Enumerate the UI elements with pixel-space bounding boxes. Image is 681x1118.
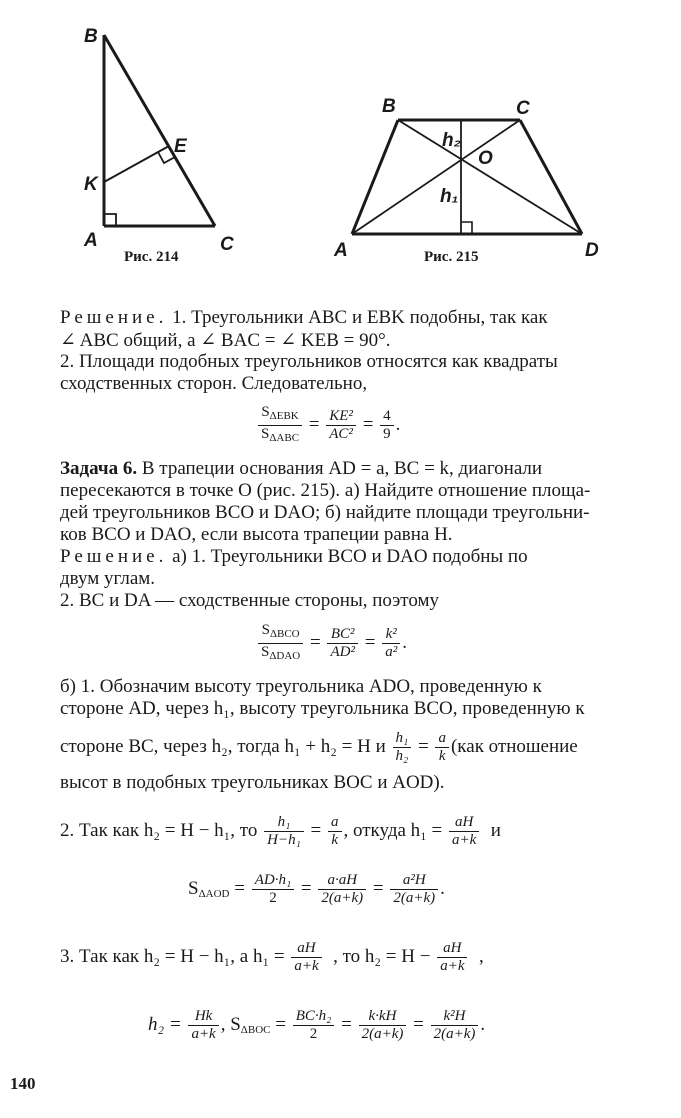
part-b-line-3: стороне BC, через h₂, тогда h₁ + h₂ = H и $\frac{\text{h₁}}{\text{h₂}}$ = $\frac{a}{k}$ (как отношение [60,730,578,764]
solution-text-1: 1. Треугольники ABC и EBK подобны, так как [172,307,548,328]
segment-ke [104,146,169,182]
label-b: B [84,26,98,47]
triangle-abc-diagram [70,20,250,270]
fraction-ah-a-plus-k-4: $\frac{aH}{a+k}$ [437,940,467,975]
solution-line-1 [60,307,548,329]
fraction-ah-a-plus-k-3: $\frac{aH}{a+k}$ [291,940,321,975]
task6-line-1: Задача 6. В трапеции основания AD = a, BC = k, диагонали [60,458,543,479]
label-c: C [516,98,530,119]
step-2-line: 2. Так как h₂ = H − h₁, то $\frac{\text{h₁}}{\text{H−h₁}}$ = $\frac{a}{k}$ , откуда h₁ = $\frac{aH}{a+k}$ и [60,814,501,848]
caption-fig-214: Рис. 214 [124,249,179,265]
formula-bco-dao: $\frac{S_{\Delta BCO}}{S_{\Delta DAO}}$ = $\frac{\text{BC²}}{\text{AD²}}$ = $\frac{\text{k²}}{\text{a²}}$ . [256,622,407,665]
task6-solution-line-3: 2. BC и DA — сходственные стороны, поэтому [60,590,439,611]
trapezoid-abcd-diagram [330,90,610,265]
task6-line-4: ков BCO и DAO, если высота трапеции равна H. [60,524,453,545]
label-k: K [84,174,98,195]
fraction-ke-ac: $\frac{\text{KE²}}{\text{AC²}}$ [326,408,356,443]
fraction-h1-h-minus-h1: $\frac{\text{h₁}}{\text{H−h₁}}$ [264,814,304,849]
fraction-a-k-2: $\frac{a}{k}$ [328,814,342,849]
fraction-bc-ad: $\frac{\text{BC²}}{\text{AD²}}$ [327,626,358,661]
side-ab [352,120,398,234]
label-a: A [334,240,348,261]
label-c: C [220,234,234,255]
diagonal-ac [352,120,520,234]
formula-s-aod: $S_{\Delta AOD}$ = $\frac{\text{AD·h₁}}{2}$ = $\frac{a\cdot aH}{2(a+k)}$ = $\frac{\text{a²H}}{2(a+k)}$ . [188,872,445,906]
right-angle-h [461,222,472,234]
figure-215 [330,90,610,265]
diagonal-bd [398,120,582,234]
side-bc [104,35,215,226]
fraction-bc-h2: $\frac{\text{BC·h₂}}{2}$ [293,1008,335,1043]
label-b: B [382,96,396,117]
task6-heading: Задача 6. [60,458,138,479]
part-b-line-2: стороне AD, через h₁, высоту треугольника BCO, проведенную к [60,698,585,719]
solution-line-3: 2. Площади подобных треугольников относятся как квадраты [60,351,558,372]
right-angle-a [104,214,116,226]
caption-fig-215: Рис. 215 [424,249,479,265]
fraction-4-9: $\frac{4}{9}$ [380,408,394,443]
solution-heading: Решение. [60,307,168,328]
formula-ebk-abc: $\frac{S_{\Delta EBK}}{S_{\Delta ABC}}$ = $\frac{\text{KE²}}{\text{AC²}}$ = $\frac{4}{9}$ . [256,404,400,447]
fraction-k-a: $\frac{\text{k²}}{\text{a²}}$ [382,626,400,661]
label-o: O [478,148,493,169]
fraction-a2h: $\frac{\text{a²H}}{2(a+k)}$ [390,872,438,907]
fraction-s-ebk-s-abc: $\frac{S_{\Delta EBK}}{S_{\Delta ABC}}$ [258,404,302,447]
fraction-k-kh: $\frac{k\cdot kH}{2(a+k)}$ [359,1008,407,1043]
fraction-h1-h2: $\frac{\text{h₁}}{\text{h₂}}$ [393,730,412,765]
step-3-line: 3. Так как h₂ = H − h₁, а h₁ = $\frac{aH}{a+k}$ , то h₂ = H − $\frac{aH}{a+k}$ , [60,940,484,974]
part-b-line-4: высот в подобных треугольниках BOC и AOD). [60,772,445,793]
fraction-a-k: $\frac{a}{k}$ [435,730,449,765]
fraction-k2h: $\frac{\text{k²H}}{2(a+k)}$ [431,1008,479,1043]
side-cd [520,120,582,234]
fraction-hk: $\frac{Hk}{a+k}$ [188,1008,218,1043]
label-d: D [585,240,599,261]
task6-line-3: дей треугольников BCO и DAO; б) найдите площади треугольни- [60,502,590,523]
figure-214 [70,20,250,270]
task6-solution-line-2: двум углам. [60,568,156,589]
fraction-s-bco-s-dao: $\frac{S_{\Delta BCO}}{S_{\Delta DAO}}$ [258,622,303,665]
task6-solution-heading: Решение. [60,546,168,567]
label-h1: h₁ [440,186,459,207]
page-number: 140 [10,1074,36,1093]
task6-line-2: пересекаются в точке O (рис. 215). а) Найдите отношение площа- [60,480,591,501]
formula-h2-s-boc: h₂ = $\frac{Hk}{a+k}$ , $S_{\Delta BOC}$ = $\frac{\text{BC·h₂}}{2}$ = $\frac{k\cdot kH}{2(a+k)}$ = $\frac{\text{k²H}}{2(a+k)}$ . [148,1008,486,1042]
fraction-a-ah: $\frac{a\cdot aH}{2(a+k)}$ [318,872,366,907]
solution-line-4: сходственных сторон. Следовательно, [60,373,368,394]
solution-line-2: ∠ ABC общий, а ∠ BAC = ∠ KEB = 90°. [60,330,391,351]
label-h2: h₂ [442,130,461,151]
task6-solution-line-1: Решение. а) 1. Треугольники BCO и DAO подобны по [60,546,528,567]
part-b-line-1: б) 1. Обозначим высоту треугольника ADO, проведенную к [60,676,542,697]
label-a: A [84,230,98,251]
label-e: E [174,136,187,157]
fraction-ad-h1-2: $\frac{\text{AD·h₁}}{2}$ [252,872,294,907]
fraction-ah-a-plus-k: $\frac{aH}{a+k}$ [449,814,479,849]
